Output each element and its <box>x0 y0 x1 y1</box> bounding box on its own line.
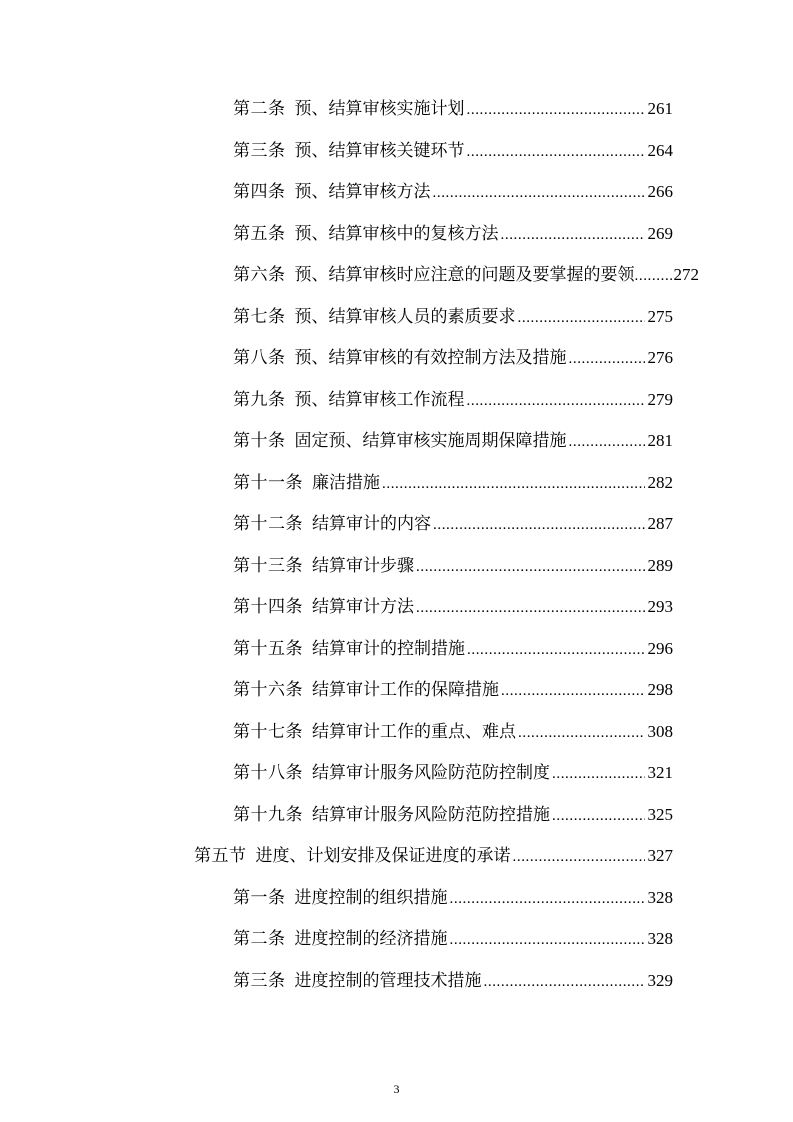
toc-entry-title: 结算审计服务风险防范防控措施 <box>312 805 550 825</box>
toc-entry[interactable] <box>233 96 673 122</box>
toc-entry[interactable] <box>233 719 673 745</box>
toc-entry-title: 预、结算审核中的复核方法 <box>294 224 499 244</box>
toc-entry-title: 预、结算审核关键环节 <box>294 141 465 161</box>
toc-entry[interactable] <box>233 428 673 454</box>
toc-entry-page: 269 <box>647 224 673 243</box>
toc-entry-page: 321 <box>647 763 673 782</box>
toc-leader-dots <box>501 678 645 704</box>
toc-entry-title: 预、结算审核人员的素质要求 <box>294 307 516 327</box>
toc-entry-title: 预、结算审核时应注意的问题及要掌握的要领 <box>294 265 635 285</box>
toc-leader-dots <box>433 512 645 538</box>
toc-entry-page: 282 <box>647 473 673 492</box>
toc-entry-number: 第十五条 <box>233 639 303 659</box>
toc-leader-dots <box>569 346 645 372</box>
toc-entry-page: 264 <box>647 141 673 160</box>
toc-entry-number: 第十六条 <box>233 680 303 700</box>
toc-entry-number: 第三条 <box>233 141 286 161</box>
toc-entry-page: 287 <box>647 514 673 533</box>
toc-entry-page: 261 <box>647 99 673 118</box>
toc-leader-dots <box>635 263 674 289</box>
toc-entry-number: 第四条 <box>233 182 286 202</box>
toc-leader-dots <box>416 554 645 580</box>
toc-leader-dots <box>433 180 645 206</box>
toc-entry-page: 279 <box>647 390 673 409</box>
toc-leader-dots <box>450 927 645 953</box>
toc-entry-page: 325 <box>647 805 673 824</box>
toc-leader-dots <box>450 886 645 912</box>
toc-entry-title: 预、结算审核的有效控制方法及措施 <box>294 348 567 368</box>
toc-entry-number: 第十一条 <box>233 473 303 493</box>
toc-leader-dots <box>513 844 645 870</box>
toc-entry[interactable] <box>233 179 673 205</box>
toc-entry[interactable] <box>233 304 673 330</box>
toc-entry[interactable] <box>233 677 673 703</box>
toc-entry-number: 第八条 <box>233 348 286 368</box>
toc-entry[interactable] <box>233 470 673 496</box>
toc-entry-title: 廉洁措施 <box>312 473 380 493</box>
toc-entry[interactable] <box>233 511 673 537</box>
toc-entry[interactable] <box>233 885 673 911</box>
toc-leader-dots <box>569 429 645 455</box>
toc-entry-page: 296 <box>647 639 673 658</box>
toc-entry-number: 第十四条 <box>233 597 303 617</box>
toc-entry-number: 第五条 <box>233 224 286 244</box>
toc-entry-title: 结算审计方法 <box>312 597 414 617</box>
toc-entry-title: 结算审计的控制措施 <box>312 639 465 659</box>
toc-entry-page: 298 <box>647 680 673 699</box>
toc-leader-dots <box>484 969 645 995</box>
toc-entry-number: 第十七条 <box>233 722 303 742</box>
toc-entry[interactable] <box>233 387 673 413</box>
toc-entry-number: 第九条 <box>233 390 286 410</box>
toc-section-entry[interactable] <box>194 843 673 869</box>
toc-entry-title: 进度、计划安排及保证进度的承诺 <box>255 846 511 866</box>
toc-entry[interactable] <box>233 968 673 994</box>
toc-entry-number: 第二条 <box>233 99 286 119</box>
toc-entry-number: 第六条 <box>233 265 286 285</box>
toc-leader-dots <box>518 720 645 746</box>
toc-entry-number: 第五节 <box>194 846 247 866</box>
toc-entry[interactable] <box>233 636 673 662</box>
toc-entry[interactable] <box>233 262 699 288</box>
toc-entry-number: 第十九条 <box>233 805 303 825</box>
toc-entry-title: 进度控制的管理技术措施 <box>294 971 482 991</box>
toc-entry-title: 结算审计工作的保障措施 <box>312 680 499 700</box>
toc-leader-dots <box>416 595 645 621</box>
toc-leader-dots <box>467 97 645 123</box>
toc-entry-title: 结算审计工作的重点、难点 <box>312 722 516 742</box>
toc-entry-page: 293 <box>647 597 673 616</box>
toc-leader-dots <box>552 803 645 829</box>
toc-entry-title: 结算审计服务风险防范防控制度 <box>312 763 550 783</box>
toc-entry-number: 第三条 <box>233 971 286 991</box>
toc-entry[interactable] <box>233 760 673 786</box>
toc-entry-title: 预、结算审核方法 <box>294 182 431 202</box>
toc-entry-number: 第七条 <box>233 307 286 327</box>
toc-entry-page: 281 <box>647 431 673 450</box>
toc-entry-title: 结算审计的内容 <box>312 514 431 534</box>
toc-entry-page: 289 <box>647 556 673 575</box>
toc-entry-page: 327 <box>647 846 673 865</box>
toc-leader-dots <box>467 388 645 414</box>
toc-entry-page: 328 <box>647 929 673 948</box>
toc-entry[interactable] <box>233 594 673 620</box>
toc-leader-dots <box>501 222 645 248</box>
toc-entry-number: 第十三条 <box>233 556 303 576</box>
toc-entry-title: 进度控制的经济措施 <box>294 929 448 949</box>
toc-leader-dots <box>552 761 645 787</box>
toc-entry-title: 进度控制的组织措施 <box>294 888 448 908</box>
toc-entry-number: 第十条 <box>233 431 286 451</box>
toc-entry-number: 第十八条 <box>233 763 303 783</box>
toc-entry-number: 第十二条 <box>233 514 303 534</box>
toc-entry[interactable] <box>233 553 673 579</box>
toc-leader-dots <box>467 139 645 165</box>
page-number: 3 <box>393 1082 400 1096</box>
toc-entry[interactable] <box>233 926 673 952</box>
toc-entry-title: 预、结算审核实施计划 <box>294 99 465 119</box>
toc-entry-page: 328 <box>647 888 673 907</box>
toc-entry-title: 结算审计步骤 <box>312 556 414 576</box>
toc-entry-page: 308 <box>647 722 673 741</box>
toc-entry[interactable] <box>233 221 673 247</box>
toc-entry-page: 272 <box>673 265 699 284</box>
toc-entry-page: 276 <box>647 348 673 367</box>
toc-entry-number: 第一条 <box>233 888 286 908</box>
toc-entry[interactable] <box>233 345 673 371</box>
toc-entry-title: 预、结算审核工作流程 <box>294 390 465 410</box>
toc-entry[interactable] <box>233 138 673 164</box>
toc-entry-page: 329 <box>647 971 673 990</box>
toc-leader-dots <box>382 471 645 497</box>
toc-leader-dots <box>518 305 645 331</box>
toc-entry-page: 275 <box>647 307 673 326</box>
toc-entry-page: 266 <box>647 182 673 201</box>
toc-entry-title: 固定预、结算审核实施周期保障措施 <box>294 431 567 451</box>
toc-entry[interactable] <box>233 802 673 828</box>
toc-leader-dots <box>467 637 645 663</box>
toc-entry-number: 第二条 <box>233 929 286 949</box>
